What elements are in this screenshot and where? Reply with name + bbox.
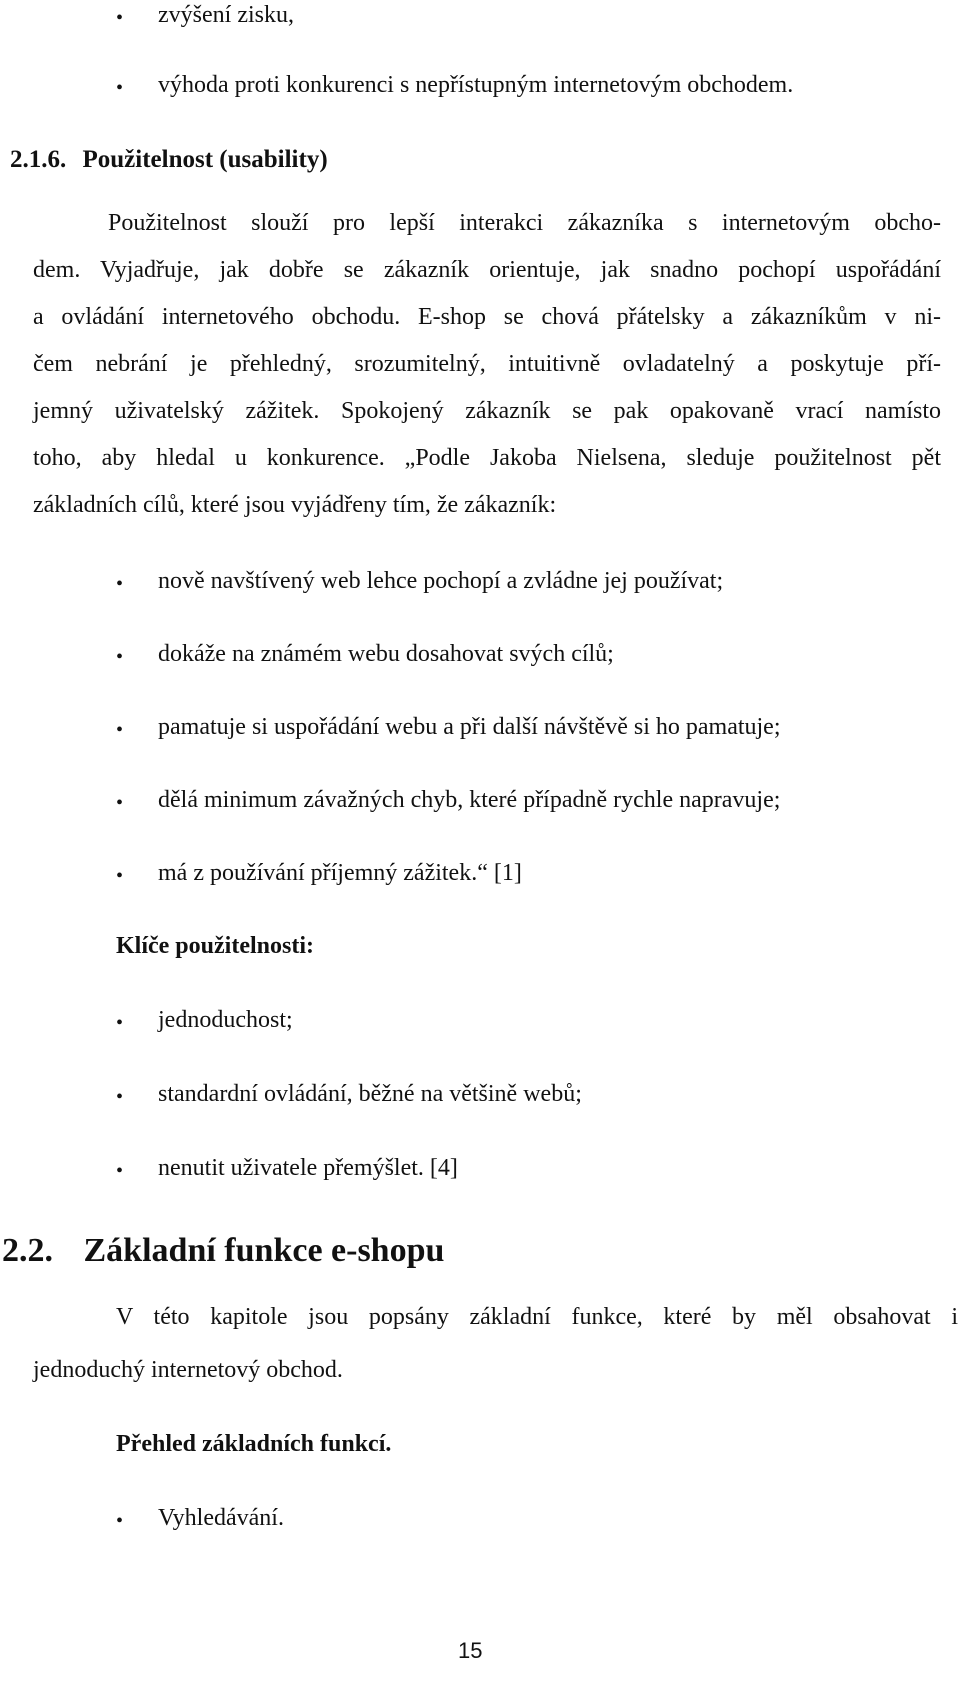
section-number: 2.1.6. <box>10 146 67 173</box>
keys-heading: Klíče použitelnosti: <box>116 933 314 959</box>
bullet-icon: • <box>116 865 124 887</box>
bullet-icon: • <box>116 792 124 814</box>
bullet-icon: • <box>116 719 124 741</box>
bullet-icon: • <box>116 1012 124 1034</box>
list-item: dělá minimum závažných chyb, které případně rychle napravuje; <box>158 787 781 813</box>
list-item: má z používání příjemný zážitek.“ [1] <box>158 860 522 886</box>
paragraph-line: jednoduchý internetový obchod. <box>33 1357 343 1383</box>
list-item: nenutit uživatele přemýšlet. [4] <box>158 1155 458 1181</box>
list-item: Vyhledávání. <box>158 1505 284 1531</box>
bullet-icon: • <box>116 573 124 595</box>
paragraph-line: dem. Vyjadřuje, jak dobře se zákazník orientuje, jak snadno pochopí uspořádání <box>33 257 941 283</box>
list-item: dokáže na známém webu dosahovat svých cílů; <box>158 641 614 667</box>
paragraph-line: Použitelnost slouží pro lepší interakci zákazníka s internetovým obcho- <box>108 210 941 236</box>
section-title: Základní funkce e-shopu <box>83 1232 445 1269</box>
list-item: zvýšení zisku, <box>158 2 294 28</box>
section-heading-2-1-6 <box>10 146 328 174</box>
paragraph-line: jemný uživatelský zážitek. Spokojený zákazník se pak opakovaně vrací namísto <box>33 398 941 424</box>
bullet-icon: • <box>116 1160 124 1182</box>
paragraph-line: čem nebrání je přehledný, srozumitelný, intuitivně ovladatelný a poskytuje pří- <box>33 351 941 377</box>
list-item: standardní ovládání, běžné na většině webů; <box>158 1081 582 1107</box>
paragraph-line: základních cílů, které jsou vyjádřeny tím, že zákazník: <box>33 492 557 518</box>
list-item: pamatuje si uspořádání webu a při další návštěvě si ho pamatuje; <box>158 714 781 740</box>
bullet-icon: • <box>116 7 124 29</box>
overview-heading: Přehled základních funkcí. <box>116 1431 392 1457</box>
bullet-icon: • <box>116 1086 124 1108</box>
list-item: nově navštívený web lehce pochopí a zvládne jej používat; <box>158 568 724 594</box>
paragraph-line: toho, aby hledal u konkurence. „Podle Jakoba Nielsena, sleduje použitelnost pět <box>33 445 941 471</box>
paragraph-line: a ovládání internetového obchodu. E-shop se chová přátelsky a zákazníkům v ni- <box>33 304 941 330</box>
list-item: jednoduchost; <box>158 1007 293 1033</box>
section-number: 2.2. <box>2 1232 53 1269</box>
section-heading-2-2 <box>2 1232 444 1270</box>
bullet-icon: • <box>116 77 124 99</box>
bullet-icon: • <box>116 1510 124 1532</box>
list-item: výhoda proti konkurenci s nepřístupným internetovým obchodem. <box>158 72 794 98</box>
section-title: Použitelnost (usability) <box>82 146 328 173</box>
page-number: 15 <box>458 1638 483 1663</box>
bullet-icon: • <box>116 646 124 668</box>
paragraph-line: V této kapitole jsou popsány základní funkce, které by měl obsahovat i <box>116 1304 958 1330</box>
